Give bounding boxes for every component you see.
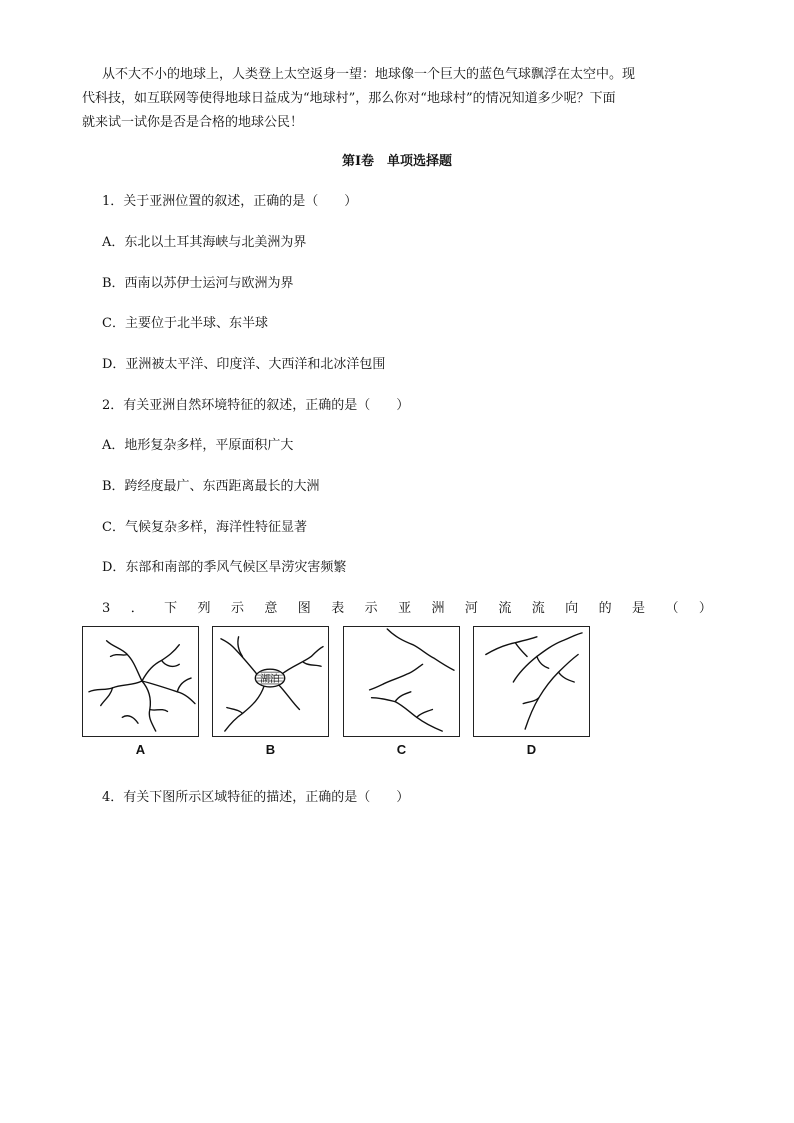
river-map-c-lines bbox=[344, 627, 459, 736]
river-map-c-label: C bbox=[396, 742, 407, 757]
intro-line-2: 代科技，如互联网等使得地球日益成为“地球村”，那么你对“地球村”的情况知道多少呢？下面 bbox=[82, 91, 616, 106]
q2-option-d: D．东部和南部的季风气候区旱涝灾害频繁 bbox=[102, 560, 347, 575]
q1-option-a: A．东北以土耳其海峡与北美洲为界 bbox=[102, 235, 307, 250]
river-map-b-lines bbox=[213, 627, 328, 736]
intro-line-3: 就来试一试你是否是合格的地球公民！ bbox=[82, 115, 304, 130]
river-map-a-label: A bbox=[135, 742, 146, 757]
q2-stem: 2．有关亚洲自然环境特征的叙述，正确的是（ ） bbox=[102, 398, 410, 413]
q1-option-d: D．亚洲被太平洋、印度洋、大西洋和北冰洋包围 bbox=[102, 357, 386, 372]
q2-option-b: B．跨经度最广、东西距离最长的大洲 bbox=[102, 479, 320, 494]
river-map-a-lines bbox=[83, 627, 198, 736]
river-map-c bbox=[343, 626, 460, 737]
q3-stem: 3 ． 下 列 示 意 图 表 示 亚 洲 河 流 流 向 的 是 （ ） bbox=[102, 601, 712, 616]
river-map-b bbox=[212, 626, 329, 737]
q2-option-a: A．地形复杂多样，平原面积广大 bbox=[102, 438, 294, 453]
river-map-b-label: B bbox=[265, 742, 276, 757]
river-map-d bbox=[473, 626, 590, 737]
lake-label: 湖泊 bbox=[260, 673, 280, 685]
river-map-a bbox=[82, 626, 199, 737]
intro-line-1: 从不大不小的地球上，人类登上太空返身一望：地球像一个巨大的蓝色气球飘浮在太空中。现 bbox=[102, 67, 636, 82]
q1-stem: 1．关于亚洲位置的叙述，正确的是（ ） bbox=[102, 194, 358, 209]
river-map-d-label: D bbox=[526, 742, 537, 757]
river-map-d-lines bbox=[474, 627, 589, 736]
q1-option-c: C．主要位于北半球、东半球 bbox=[102, 316, 268, 331]
q2-option-c: C．气候复杂多样，海洋性特征显著 bbox=[102, 520, 307, 535]
section-title: 第Ⅰ卷 单项选择题 bbox=[341, 154, 453, 169]
q1-option-b: B．西南以苏伊士运河与欧洲为界 bbox=[102, 276, 294, 291]
q4-stem: 4．有关下图所示区域特征的描述，正确的是（ ） bbox=[102, 790, 410, 805]
